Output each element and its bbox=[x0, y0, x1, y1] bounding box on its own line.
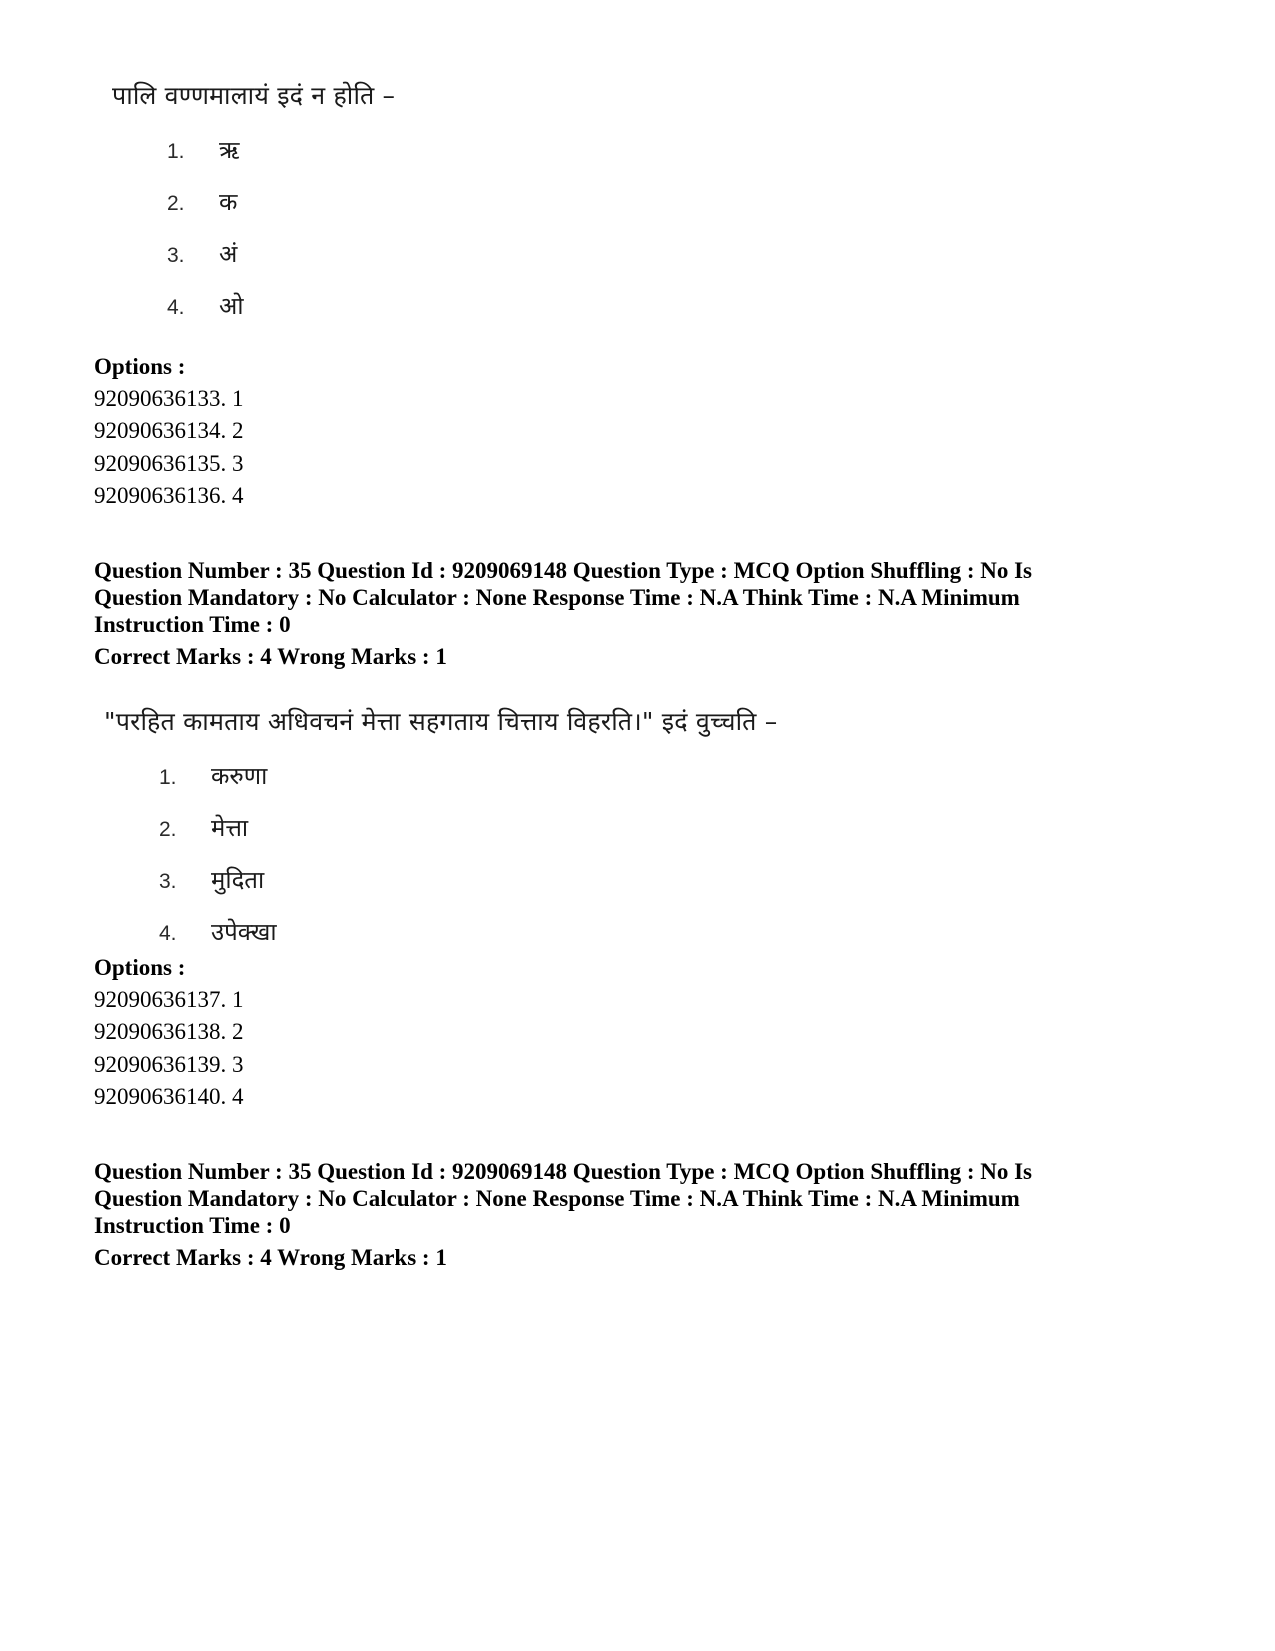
option-b-4: 92090636140. 4 bbox=[94, 1084, 244, 1109]
question-a-choice-2 bbox=[167, 185, 237, 218]
choice-text: क bbox=[219, 188, 238, 216]
choice-number: 4. bbox=[167, 296, 185, 319]
question-meta-2 bbox=[94, 1158, 1184, 1239]
meta-line-2: Question Mandatory : No Calculator : None Response Time : N.A Think Time : N.A Minimum bbox=[94, 585, 1020, 610]
question-a-choice-3 bbox=[167, 237, 237, 270]
question-a-stem: पालि वण्णमालायं इदं न होति – bbox=[112, 81, 396, 110]
option-a-1: 92090636133. 1 bbox=[94, 386, 244, 411]
choice-number: 3. bbox=[167, 244, 185, 267]
choice-text: मेत्ता bbox=[211, 814, 249, 842]
choice-text: मुदिता bbox=[211, 866, 265, 894]
choice-number: 2. bbox=[167, 192, 185, 215]
question-meta-1 bbox=[94, 557, 1184, 638]
meta-line-2: Question Mandatory : No Calculator : None Response Time : N.A Think Time : N.A Minimum bbox=[94, 1186, 1020, 1211]
choice-number: 4. bbox=[159, 922, 177, 945]
option-b-2: 92090636138. 2 bbox=[94, 1019, 244, 1044]
question-b-choice-4 bbox=[159, 915, 277, 948]
choice-number: 2. bbox=[159, 818, 177, 841]
option-a-4: 92090636136. 4 bbox=[94, 483, 244, 508]
question-b-choice-3 bbox=[159, 863, 264, 896]
option-b-1: 92090636137. 1 bbox=[94, 987, 244, 1012]
choice-text: करुणा bbox=[211, 762, 268, 790]
question-b-choice-1 bbox=[159, 759, 267, 792]
options-label-b: Options : bbox=[94, 955, 186, 980]
options-label-a: Options : bbox=[94, 354, 186, 379]
marks-line-1: Correct Marks : 4 Wrong Marks : 1 bbox=[94, 644, 447, 669]
option-b-3: 92090636139. 3 bbox=[94, 1052, 244, 1077]
choice-text: ओ bbox=[219, 292, 244, 320]
choice-text: अं bbox=[219, 240, 238, 268]
question-b-stem: "परहित कामताय अधिवचनं मेत्ता सहगताय चित्ताय विहरति।" इदं वुच्चति – bbox=[104, 707, 778, 736]
question-a-choice-4 bbox=[167, 289, 244, 322]
choice-text: उपेक्खा bbox=[211, 918, 277, 946]
choice-text: ऋ bbox=[219, 136, 240, 164]
question-a-choice-1 bbox=[167, 133, 239, 166]
question-b-choice-2 bbox=[159, 811, 248, 844]
choice-number: 1. bbox=[167, 140, 185, 163]
choice-number: 3. bbox=[159, 870, 177, 893]
meta-line-3: Instruction Time : 0 bbox=[94, 612, 291, 637]
choice-number: 1. bbox=[159, 766, 177, 789]
meta-line-3: Instruction Time : 0 bbox=[94, 1213, 291, 1238]
option-a-2: 92090636134. 2 bbox=[94, 418, 244, 443]
option-a-3: 92090636135. 3 bbox=[94, 451, 244, 476]
meta-line-1: Question Number : 35 Question Id : 9209069148 Question Type : MCQ Option Shuffling : No Is bbox=[94, 558, 1033, 583]
marks-line-2: Correct Marks : 4 Wrong Marks : 1 bbox=[94, 1245, 447, 1270]
meta-line-1: Question Number : 35 Question Id : 9209069148 Question Type : MCQ Option Shuffling : No Is bbox=[94, 1159, 1033, 1184]
